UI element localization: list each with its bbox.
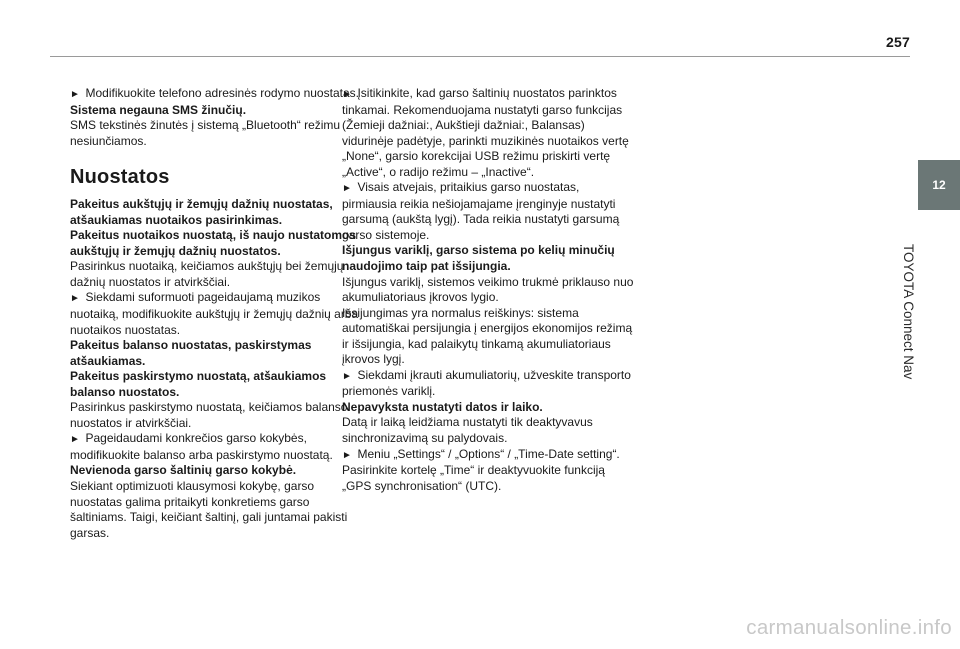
left-paragraph-3: Pasirinkus nuotaiką, keičiamos aukštųjų bei žemųjų dažnių nuostatos ir atvirkščiai. [70, 259, 344, 289]
chapter-title: TOYOTA Connect Nav [901, 244, 916, 380]
right-column [342, 86, 634, 494]
right-paragraph-2: ► Visais atvejais, pritaikius garso nuostatas, pirmiausia reikia nešiojamajame įrenginyje nustatyti garsumą (aukštą lygį). Tada reikia nustatyti garsumą garso sistemoje. [342, 180, 634, 243]
header-rule [50, 56, 910, 57]
left-question-5: Pakeitus paskirstymo nuostatą, atšaukiamos balanso nuostatos. [70, 369, 327, 399]
left-paragraph-2: SMS tekstinės žinutės į sistemą „Bluetooth“ režimu nesiunčiamos. [70, 118, 341, 148]
left-paragraph-7: Siekiant optimizuoti klausymosi kokybę, garso nuostatas galima pritaikyti konkretiems garso šaltiniams. Taigi, keičiant šaltinį, gali juntamai pakisti garsas. [70, 479, 348, 540]
chapter-tab[interactable] [918, 160, 960, 210]
left-paragraph-6: ► Pageidaudami konkrečios garso kokybės, modifikuokite balanso arba paskirstymo nuostatą. [70, 431, 362, 463]
right-question-2: Nepavyksta nustatyti datos ir laiko. [342, 399, 543, 414]
left-paragraph-1: ► Modifikuokite telefono adresinės rodymo nuostatas. [70, 86, 362, 103]
page-number: 257 [886, 34, 910, 50]
chapter-number: 12 [932, 178, 946, 192]
left-question-1: Sistema negauna SMS žinučių. [70, 102, 247, 117]
watermark: carmanualsonline.info [746, 616, 952, 639]
left-paragraph-5: Pasirinkus paskirstymo nuostatą, keičiamos balanso nuostatos ir atvirkščiai. [70, 400, 348, 430]
right-paragraph-1: ► Įsitikinkite, kad garso šaltinių nuostatos parinktos tinkamai. Rekomenduojama nustatyti garso funkcijas (Žemieji dažniai:, Aukštieji dažniai:, Balansas) vidurinėje padėtyje, parinkti muzikinės nuotaikos vertę „None“, garsio korekcijai USB režimu priskirti vertę „Active“, o radijo režimu – „Inactive“. [342, 86, 634, 180]
right-paragraph-3: Išjungus variklį, sistemos veikimo trukmė priklauso nuo akumuliatoriaus įkrovos lygio. [342, 274, 634, 305]
left-paragraph-4: ► Siekdami suformuoti pageidaujamą muzikos nuotaiką, modifikuokite aukštųjų ir žemųjų dažnių arba nuotaikos nuostatas. [70, 290, 362, 338]
right-paragraph-6: Datą ir laiką leidžiama nustatyti tik deaktyvavus sinchronizavimą su palydovais. [342, 415, 593, 446]
left-question-6: Nevienoda garso šaltinių garso kokybė. [70, 463, 297, 478]
right-paragraph-4: Išsijungimas yra normalus reiškinys: sistema automatiškai persijungia į energijos ekonomijos režimą ir išsijungia, kad palaikytų tinkamą akumuliatoriaus įkrovos lygį. [342, 305, 633, 367]
left-question-2: Pakeitus aukštųjų ir žemųjų dažnių nuostatas, atšaukiamas nuotaikos pasirinkimas. [70, 197, 333, 227]
section-title: Nuostatos [70, 166, 170, 189]
right-paragraph-7: ► Meniu „Settings“ / „Options“ / „Time-Date setting“. Pasirinkite kortelę „Time“ ir deaktyvuokite funkciją „GPS synchronisation“ (UTC). [342, 447, 634, 495]
left-question-3: Pakeitus nuotaikos nuostatą, iš naujo nustatomos aukštųjų ir žemųjų dažnių nuostatos. [70, 228, 357, 258]
right-paragraph-5: ► Siekdami įkrauti akumuliatorių, užveskite transporto priemonės variklį. [342, 368, 634, 400]
left-question-4: Pakeitus balanso nuostatas, paskirstymas atšaukiamas. [70, 338, 312, 368]
left-column [70, 86, 362, 541]
right-question-1: Išjungus variklį, garso sistema po kelių minučių naudojimo taip pat išsijungia. [342, 243, 615, 274]
